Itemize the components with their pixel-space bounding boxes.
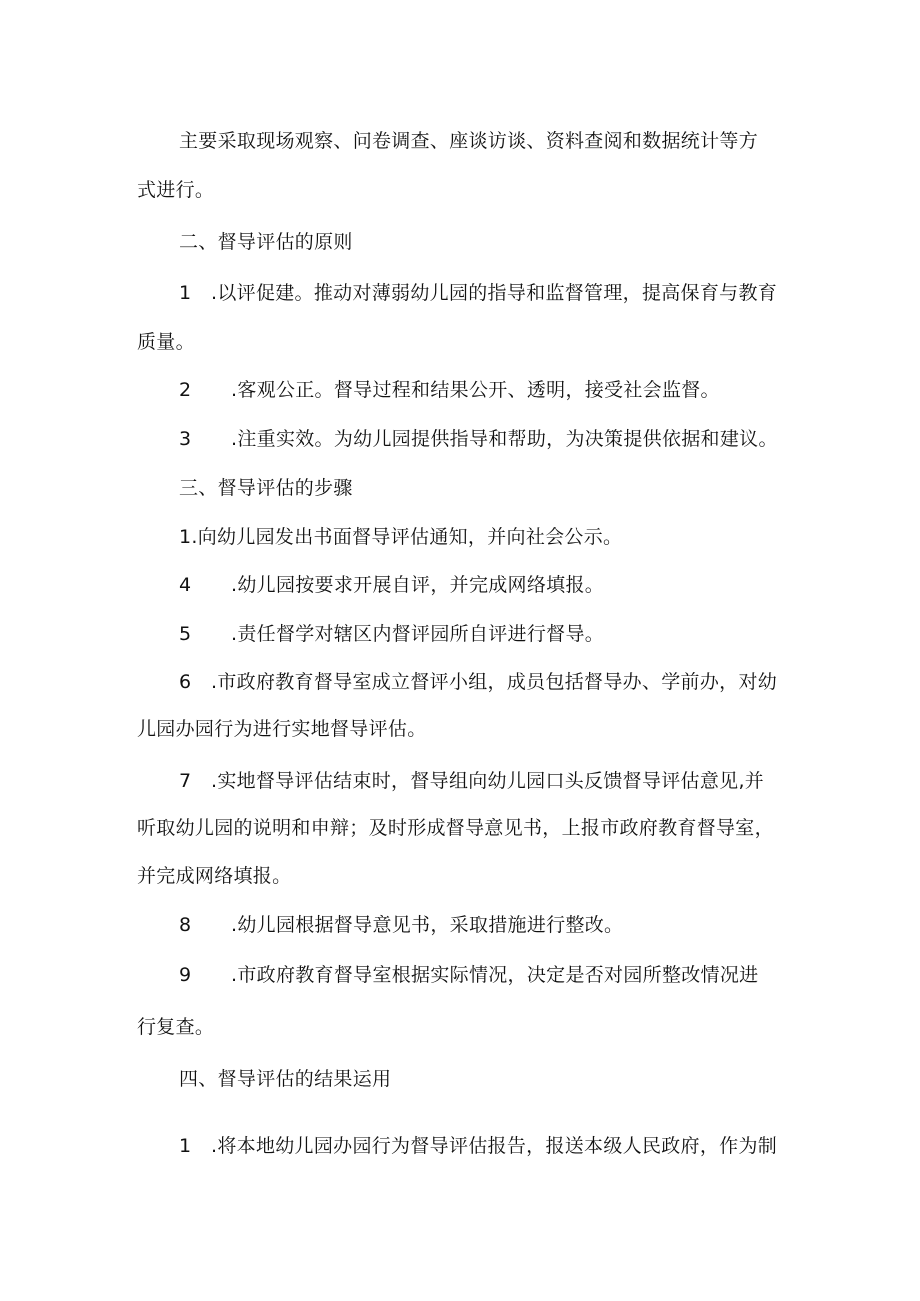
list-item-text: .市政府教育督导室成立督评小组，成员包括督导办、学前办，对幼 — [211, 671, 778, 693]
list-item: 1.向幼儿园发出书面督导评估通知，并向社会公示。 — [179, 526, 623, 548]
list-item-number: 7 — [179, 770, 192, 792]
list-item — [179, 281, 777, 305]
section-heading: 三、督导评估的步骤 — [179, 477, 353, 499]
list-item-text: .以评促建。推动对薄弱幼儿园的指导和监督管理，提高保育与教育 — [211, 282, 778, 304]
list-item-number: 4 — [179, 574, 192, 596]
list-item-text: .客观公正。督导过程和结果公开、透明，接受社会监督。 — [231, 379, 720, 401]
paragraph-line: 式进行。 — [137, 179, 215, 201]
list-item-number: 3 — [179, 428, 192, 450]
paragraph-line: 听取幼儿园的说明和申辩；及时形成督导意见书，上报市政府教育督导室， — [137, 817, 774, 839]
list-item-number: 9 — [179, 964, 192, 986]
paragraph-line: 行复查。 — [137, 1016, 215, 1038]
list-item-number: 1 — [179, 282, 192, 304]
list-item-number: 2 — [179, 379, 192, 401]
list-item — [179, 670, 777, 694]
section-heading: 二、督导评估的原则 — [179, 231, 353, 253]
list-item-text: .市政府教育督导室根据实际情况，决定是否对园所整改情况进 — [231, 964, 759, 986]
list-item-number: 8 — [179, 914, 192, 936]
list-item-text: .幼儿园根据督导意见书，采取措施进行整改。 — [231, 914, 624, 936]
list-item — [179, 1134, 777, 1158]
paragraph-line: 儿园办园行为进行实地督导评估。 — [137, 718, 427, 740]
list-item — [179, 963, 758, 987]
paragraph-line: 主要采取现场观察、问卷调查、座谈访谈、资料查阅和数据统计等方 — [179, 130, 759, 152]
list-item — [179, 622, 604, 646]
paragraph-line: 并完成网络填报。 — [137, 865, 292, 887]
list-item-text: .幼儿园按要求开展自评，并完成网络填报。 — [231, 574, 605, 596]
list-item — [179, 427, 778, 451]
list-item-text: .将本地幼儿园办园行为督导评估报告，报送本级人民政府，作为制 — [211, 1135, 778, 1157]
paragraph-line: 质量。 — [137, 331, 195, 353]
list-item — [179, 769, 764, 793]
list-item-number: 5 — [179, 623, 192, 645]
list-item-text: .实地督导评估结束时，督导组向幼儿园口头反馈督导评估意见,并 — [211, 770, 765, 792]
list-item — [179, 573, 604, 597]
list-item — [179, 378, 720, 402]
list-item-number: 1 — [179, 1135, 192, 1157]
section-heading: 四、督导评估的结果运用 — [179, 1068, 392, 1090]
list-item-number: 6 — [179, 671, 192, 693]
list-item-text: .责任督学对辖区内督评园所自评进行督导。 — [231, 623, 605, 645]
list-item — [179, 913, 623, 937]
list-item-text: .注重实效。为幼儿园提供指导和帮助，为决策提供依据和建议。 — [231, 428, 778, 450]
